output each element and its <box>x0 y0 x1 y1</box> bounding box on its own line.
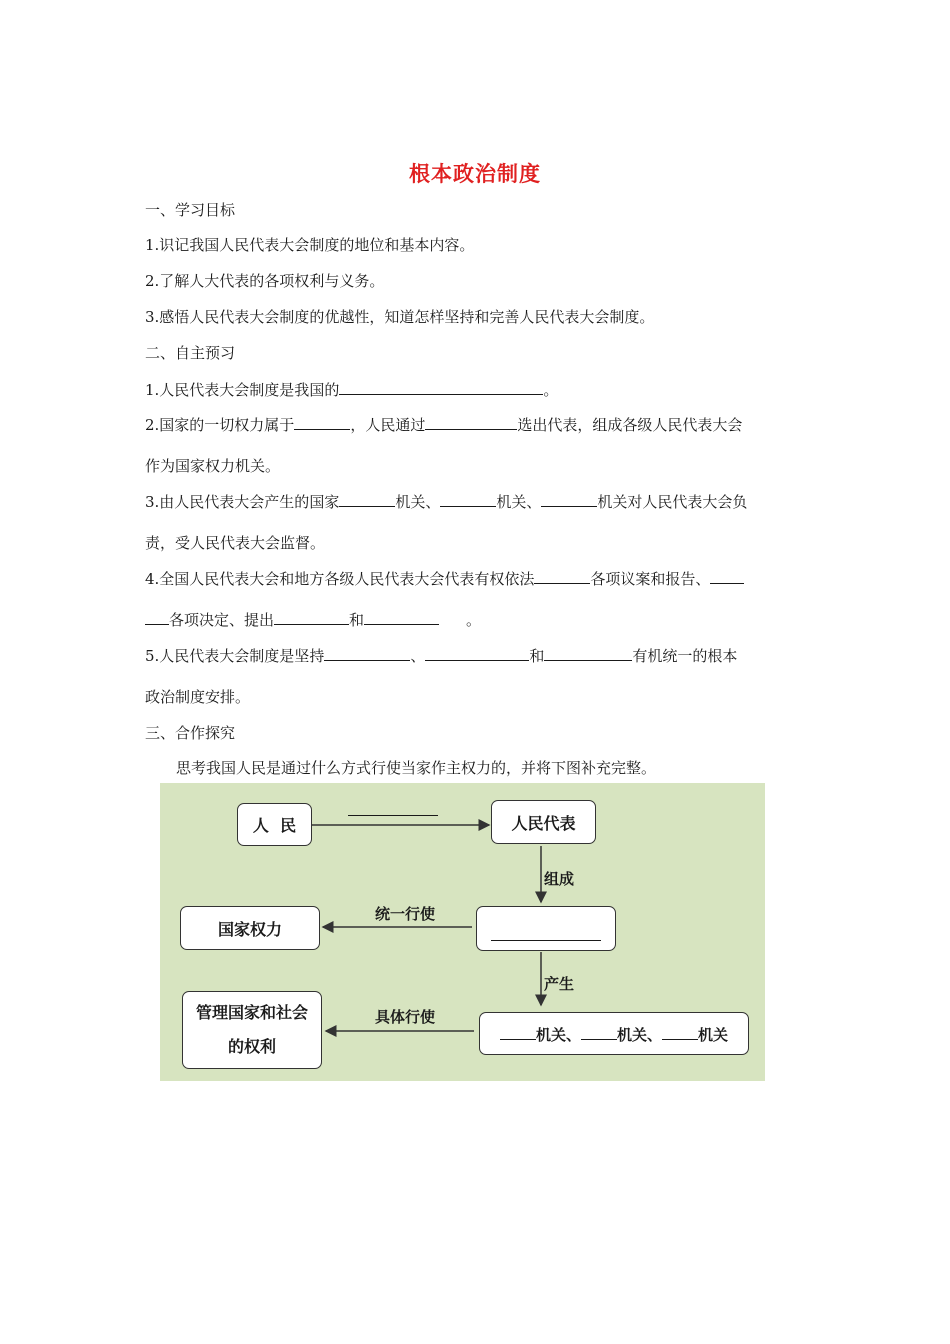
preview-question-1 <box>145 380 558 400</box>
question-text: 1.人民代表大会制度是我国的 <box>145 381 340 399</box>
question-text: 和 <box>349 611 365 629</box>
unified-exercise-label: 统一行使 <box>375 905 436 923</box>
answer-blank[interactable] <box>440 492 496 507</box>
answer-blank[interactable] <box>534 569 590 584</box>
answer-blank[interactable] <box>364 610 439 625</box>
question-text: 。 <box>466 611 482 629</box>
preview-question-5 <box>145 646 737 666</box>
question-text: 机关、 <box>395 493 441 511</box>
preview-question-4-cont <box>145 610 481 630</box>
preview-question-2 <box>145 415 742 435</box>
answer-blank[interactable] <box>425 415 517 430</box>
goal-item: 1.识记我国人民代表大会制度的地位和基本内容。 <box>145 236 475 254</box>
organ-label: 机关、 <box>616 1025 662 1044</box>
goal-item: 2.了解人大代表的各项权利与义务。 <box>145 272 385 290</box>
question-text: 3.由人民代表大会产生的国家 <box>145 493 340 511</box>
answer-blank[interactable] <box>581 1023 617 1040</box>
question-text: 作为国家权力机关。 <box>145 457 281 475</box>
preview-question-4 <box>145 569 744 589</box>
answer-blank[interactable] <box>339 492 395 507</box>
power-flow-diagram <box>160 783 765 1081</box>
question-text: 2.国家的一切权力属于 <box>145 416 295 434</box>
answer-blank[interactable] <box>491 924 601 941</box>
answer-blank[interactable] <box>544 646 632 661</box>
explore-prompt: 思考我国人民是通过什么方式行使当家作主权力的，并将下图补充完整。 <box>176 759 657 777</box>
goal-item: 3.感悟人民代表大会制度的优越性，知道怎样坚持和完善人民代表大会制度。 <box>145 308 655 326</box>
question-text: 各项决定、提出 <box>169 611 275 629</box>
state-power-box: 国家权力 <box>180 906 320 950</box>
answer-blank[interactable] <box>425 646 529 661</box>
question-text: 5.人民代表大会制度是坚持 <box>145 647 325 665</box>
answer-blank[interactable] <box>500 1023 536 1040</box>
produce-label: 产生 <box>544 975 575 993</box>
organ-label: 机关 <box>698 1025 729 1044</box>
organ-label: 机关、 <box>535 1025 581 1044</box>
question-text: 、 <box>410 647 426 665</box>
page-title: 根本政治制度 <box>409 162 541 186</box>
question-text: 有机统一的根本 <box>632 647 738 665</box>
question-text: 责，受人民代表大会监督。 <box>145 534 326 552</box>
congress-box <box>476 906 616 951</box>
state-organs-box <box>479 1012 749 1055</box>
question-text: 政治制度安排。 <box>145 688 251 706</box>
answer-blank[interactable] <box>294 415 350 430</box>
arrow-label-blank[interactable] <box>348 801 438 820</box>
answer-blank[interactable] <box>710 569 744 584</box>
section-heading-goals: 一、学习目标 <box>145 201 236 219</box>
answer-blank[interactable] <box>324 646 410 661</box>
specific-exercise-label: 具体行使 <box>375 1008 436 1026</box>
section-heading-preview: 二、自主预习 <box>145 344 236 362</box>
answer-blank[interactable] <box>339 380 543 395</box>
question-text: 各项议案和报告、 <box>590 570 711 588</box>
question-text: 。 <box>543 381 559 399</box>
question-text: 机关对人民代表大会负 <box>597 493 748 511</box>
people-box: 人 民 <box>237 803 312 846</box>
answer-blank[interactable] <box>274 610 349 625</box>
answer-blank[interactable] <box>662 1023 698 1040</box>
section-heading-explore: 三、合作探究 <box>145 724 236 742</box>
compose-label: 组成 <box>544 870 575 888</box>
preview-question-3 <box>145 492 747 512</box>
question-text: 机关、 <box>496 493 542 511</box>
question-text: 4.全国人民代表大会和地方各级人民代表大会代表有权依法 <box>145 570 535 588</box>
question-text: ，人民通过 <box>350 416 426 434</box>
answer-blank[interactable] <box>541 492 597 507</box>
representatives-box: 人民代表 <box>491 800 596 844</box>
question-text: 和 <box>529 647 545 665</box>
question-text: 选出代表，组成各级人民代表大会 <box>517 416 743 434</box>
manage-rights-box: 管理国家和社会的权利 <box>182 991 322 1069</box>
answer-blank[interactable] <box>145 610 169 625</box>
